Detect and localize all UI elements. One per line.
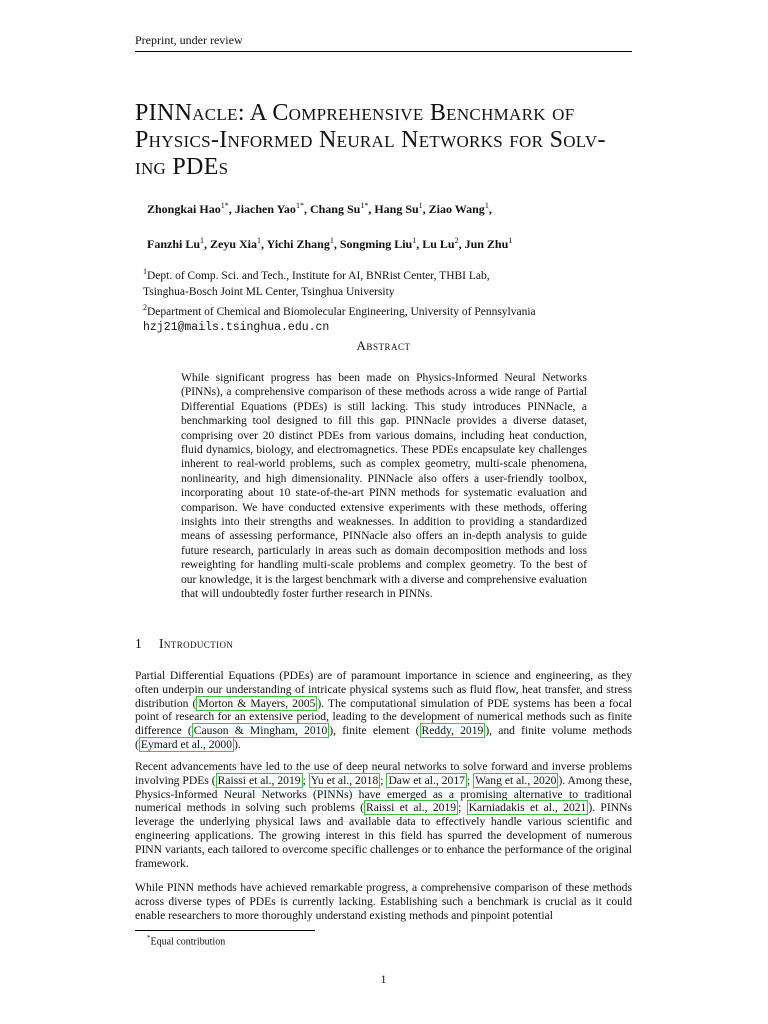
footnote: *Equal contribution (147, 934, 226, 948)
citation-link[interactable]: Yu et al., 2018 (310, 773, 379, 787)
author-email: hzj21@mails.tsinghua.edu.cn (143, 320, 330, 334)
abstract-heading: Abstract (356, 338, 411, 353)
title-line-1: PINNacle: A Comprehensive Benchmark of (135, 100, 575, 126)
citation-link[interactable]: Causon & Mingham, 2010 (193, 724, 328, 738)
intro-paragraph-2: Recent advancements have led to the use of deep neural networks to solve forward and inverse problems involving PDEs ( Raissi et al., 2019 ; Yu et al., 2018 ; Daw et al., 2017 ; Wang et al., 2020 ). Among these, Physics-Informed Neural Networks (PINNs) have emerged as a promising alternative to traditional numerical methods in solving such problems ( Raissi et al., 2019 ; Karniadakis et al., 2021 ). PINNs leverage the underlying physical laws and available data to effectively handle various scientific and engineering applications. The growing interest in this field has spurred the development of numerous PINN variants, each tailored to overcome specific challenges or to enhance the performance of the original framework. (135, 760, 632, 870)
citation-link[interactable]: Raissi et al., 2019 (366, 801, 457, 815)
paper-title (135, 100, 632, 181)
authors-line-2: Fanzhi Lu$^1$, Zeyu Xia$^1$, Yichi Zhang$^1$, Songming Liu$^1$, Lu Lu$^2$, Jun Zhu$^1$ (147, 236, 513, 251)
citation-link[interactable]: Daw et al., 2017 (388, 773, 465, 787)
abstract-text: While significant progress has been made on Physics-Informed Neural Networks (PINNs), a comprehensive comparison of these methods across a wide range of Partial Differential Equations (PDEs) is still lacking. This study introduces PINNacle, a benchmarking tool designed to fill this gap. PINNacle provides a diverse dataset, comprising over 20 distinct PDEs from various domains, including heat conduction, fluid dynamics, biology, and electromagnetics. These PDEs encapsulate key challenges inherent to real-world problems, such as complex geometry, multi-scale phenomena, nonlinearity, and high dimensionality. PINNacle also offers a user-friendly toolbox, incorporating about 10 state-of-the-art PINN methods for systematic evaluation and comparison. We have conducted extensive experiments with these methods, offering insights into their strengths and weaknesses. In addition to providing a standardized means of assessing performance, PINNacle also offers an in-depth analysis to guide future research, particularly in areas such as domain decomposition methods and loss reweighting for handling multi-scale problems and complex geometry. To the best of our knowledge, it is the largest benchmark with a diverse and comprehensive evaluation that will undoubtedly foster further research in PINNs. (181, 372, 587, 601)
footnote-rule (135, 930, 315, 931)
title-line-2: Physics-Informed Neural Networks for Solv- (135, 127, 606, 153)
intro-paragraph-3: While PINN methods have achieved remarkable progress, a comprehensive comparison of these methods across diverse types of PDEs is currently lacking. Establishing such a benchmark is crucial as it could enable researchers to more thoroughly understand existing methods and pinpoint potential (135, 881, 632, 922)
citation-link[interactable]: Raissi et al., 2019 (217, 773, 301, 787)
section-heading: 1 Introduction (135, 636, 234, 651)
page-number: 1 (380, 972, 387, 986)
title-line-3: ing PDEs (135, 154, 229, 180)
running-header: Preprint, under review (135, 33, 632, 52)
citation-link[interactable]: Morton & Mayers, 2005 (198, 696, 316, 710)
affiliations: $^1$Dept. of Comp. Sci. and Tech., Institute for AI, BNRist Center, THBI Lab, Tsinghua-Bosch Joint ML Center, Tsinghua University $^2$Department of Chemical and Biomolecular Engineering, University of Pennsylvania hzj21@mails.tsinghua.edu.cn (143, 264, 633, 336)
authors-line-1: Zhongkai Hao$^{1*}$, Jiachen Yao$^{1*}$, Chang $Su^{1*}$, Hang Su$^1$, Ziao Wang$^1$, (147, 201, 492, 216)
citation-link[interactable]: Karniadakis et al., 2021 (468, 801, 587, 815)
intro-paragraph-1: Partial Differential Equations (PDEs) are of paramount importance in science and engineering, as they often underpin our understanding of intricate physical systems such as fluid flow, heat transfer, and stress distribution ( Morton & Mayers, 2005 ). The computational simulation of PDE systems has been a focal point of research for an extensive period, leading to the development of numerical methods such as finite difference ( Causon & Mingham, 2010 ), finite element ( Reddy, 2019 ), and finite volume methods ( Eymard et al., 2000 ). (135, 669, 632, 751)
citation-link[interactable]: Wang et al., 2020 (475, 773, 557, 787)
citation-link[interactable]: Reddy, 2019 (421, 724, 484, 738)
citation-link[interactable]: Eymard et al., 2000 (140, 737, 232, 751)
